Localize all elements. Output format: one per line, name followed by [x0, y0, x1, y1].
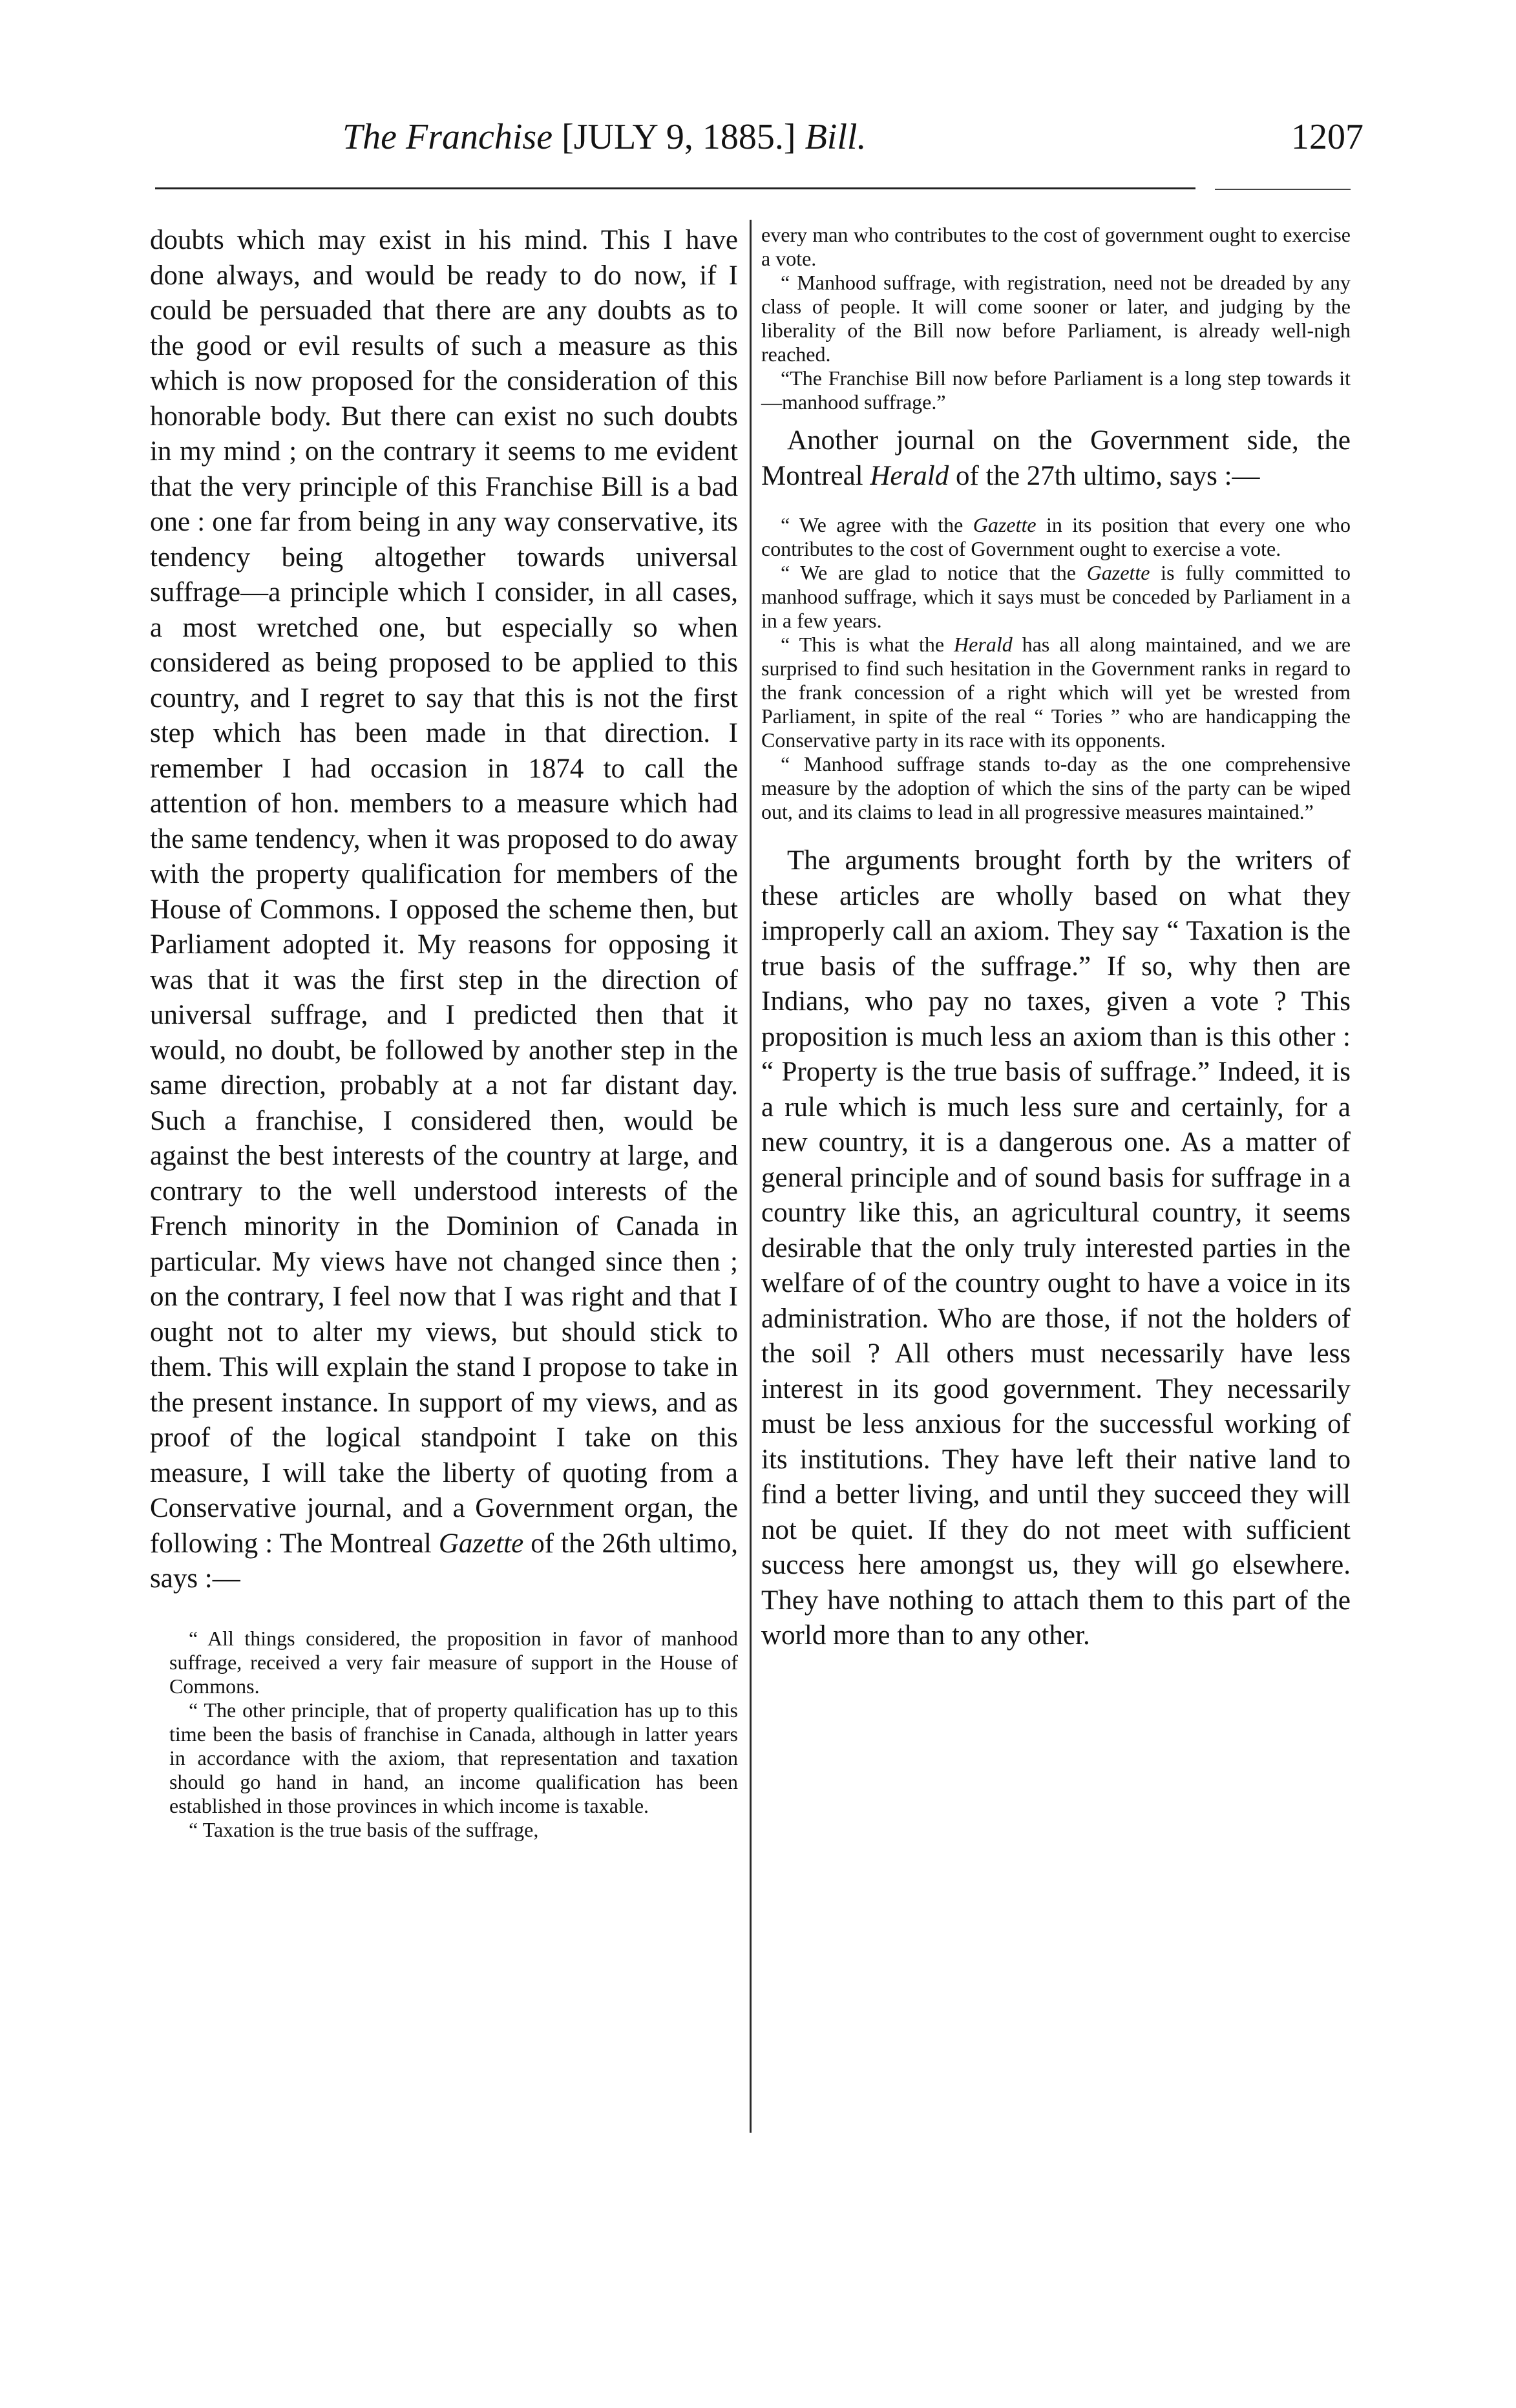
running-header: [155, 116, 1363, 174]
quote8-pre: “ This is what the: [781, 633, 945, 656]
quote-8: [761, 633, 1351, 752]
left-column: [150, 223, 738, 1842]
page-number: 1207: [1291, 117, 1363, 157]
title-date: [JULY 9, 1885.]: [562, 117, 796, 157]
title-part-1: The Franchise: [342, 117, 553, 157]
quote-1: “ All things considered, the proposition in favor of manhood suffrage, received a very fair measure of support in the House of Commons.: [169, 1626, 738, 1698]
header-rule-short: [1215, 189, 1351, 190]
para1-end: of the 26th ultimo, says :—: [150, 1528, 739, 1594]
quote8-post: has all along maintained, and we are surprised to find such hesitation in the Government ranks in regard to the frank concession of a right which will yet be wrested from Parliament, in spite of the real “ Tories ” who are handicapping the Conservative party in its race with its opponents.: [761, 633, 1351, 752]
quote6-italic: Gazette: [973, 513, 1037, 536]
running-title: [342, 116, 866, 158]
para1-text: doubts which may exist in his mind. This I have done always, and would be ready to do now, if I could be persuaded that there are any doubts as to the good or evil results of such a measure as this which is now proposed for the consideration of this honorable body. But there can exist no such doubts in my mind ; on the contrary it seems to me evident that the very principle of this Franchise Bill is a bad one : one far from being in any way conservative, its tendency being altogether towards universal suffrage—a principle which I consider, in all cases, a most wretched one, but especially so when considered as being proposed to be applied to this country, and I regret to say that this is not the first step which has been made in that direction. I remember I had occasion in 1874 to call the attention of hon. members to a measure which had the same tendency, when it was proposed to do away with the property qualification for members of the House of Commons. I opposed the scheme then, but Parliament adopted it. My reasons for opposing it was that it was the first step in the direction of universal suffrage, and I predicted then that it would, no doubt, be followed by another step in the same direction, probably at a not far distant day. Such a franchise, I considered then, would be against the best interests of the country at large, and contrary to the well understood interests of the French minority in the Dominion of Canada in particular. My views have not changed since then ; on the contrary, I feel now that I was right and that I ought not to alter my views, but should stick to them. This will explain the stand I propose to take in the present instance. In support of my views, and as proof of the logical standpoint I take on this measure, I will take the liberty of quoting from a Conservative journal, and a Government organ, the following : The Montreal: [150, 225, 738, 1559]
para2-post: of the 27th ultimo, says :—: [955, 460, 1260, 491]
quote8-italic: Herald: [954, 633, 1013, 656]
header-rule: [155, 187, 1195, 189]
quote-7: [761, 561, 1351, 633]
quote6-pre: “ We agree with the: [781, 513, 963, 536]
body-paragraph-3: The arguments brought forth by the writers of these articles are wholly based on what they improperly call an axiom. They say “ Taxation is the true basis of the suffrage.” If so, why then are Indians, who pay no taxes, given a vote ? This proposition is much less an axiom than is this other : “ Property is the true basis of suffrage.” Indeed, it is a rule which is much less sure and certainly, for a new country, it is a dangerous one. As a matter of general principle and of sound basis for suffrage in a country like this, an agricultural country, it seems desirable that the only truly interested parties in the welfare of of the country ought to have a voice in its administration. Who are those, if not the holders of the soil ? All others must necessarily have less interest in its good government. They necessarily must be less anxious for the successful working of its institutions. They have left their native land to find a better living, and until they succeed they will not be quiet. If they do not meet with sufficient success here amongst us, they will go elsewhere. They have nothing to attach them to this part of the world more than to any other.: [761, 845, 1351, 1651]
para2-pre: Another journal on the Government side, the Montreal: [761, 425, 1351, 491]
quote-5: “The Franchise Bill now before Parliament is a long step towards it—manhood suffrage.”: [761, 366, 1351, 414]
para1-italic: Gazette: [438, 1528, 524, 1559]
quote-9: “ Manhood suffrage stands to-day as the one comprehensive measure by the adoption of which the sins of the party can be wiped out, and its claims to lead in all progressive measures maintained.”: [761, 752, 1351, 823]
quote-2: “ The other principle, that of property qualification has up to this time been the basis of franchise in Canada, although in latter years in accordance with the axiom, that representation and taxation should go hand in hand, an income qualification has been established in those provinces in which income is taxable.: [169, 1698, 738, 1817]
para2-italic: Herald: [870, 460, 949, 491]
quote7-pre: “ We are glad to notice that the: [781, 561, 1076, 584]
quote7-italic: Gazette: [1086, 561, 1150, 584]
quote6-post: in its position that every one who contributes to the cost of Government ought to exercise a vote.: [761, 513, 1351, 560]
quote-4: “ Manhood suffrage, with registration, need not be dreaded by any class of people. It will come sooner or later, and judging by the liberality of the Bill now before Parliament, is already well-nigh reached.: [761, 271, 1351, 366]
quote-continued: every man who contributes to the cost of government ought to exercise a vote.: [761, 223, 1351, 270]
column-divider: [750, 220, 752, 2133]
quote-6: [761, 513, 1351, 561]
body-paragraph-2: [761, 423, 1351, 494]
title-part-2: Bill.: [805, 117, 867, 157]
quote-3: “ Taxation is the true basis of the suffrage,: [189, 1817, 539, 1841]
body-paragraph-1: [150, 223, 738, 1597]
right-column: [761, 223, 1351, 1654]
quote7-post: is fully committed to manhood suffrage, which it says must be conceded by Parliament in a in a few years.: [761, 561, 1351, 632]
